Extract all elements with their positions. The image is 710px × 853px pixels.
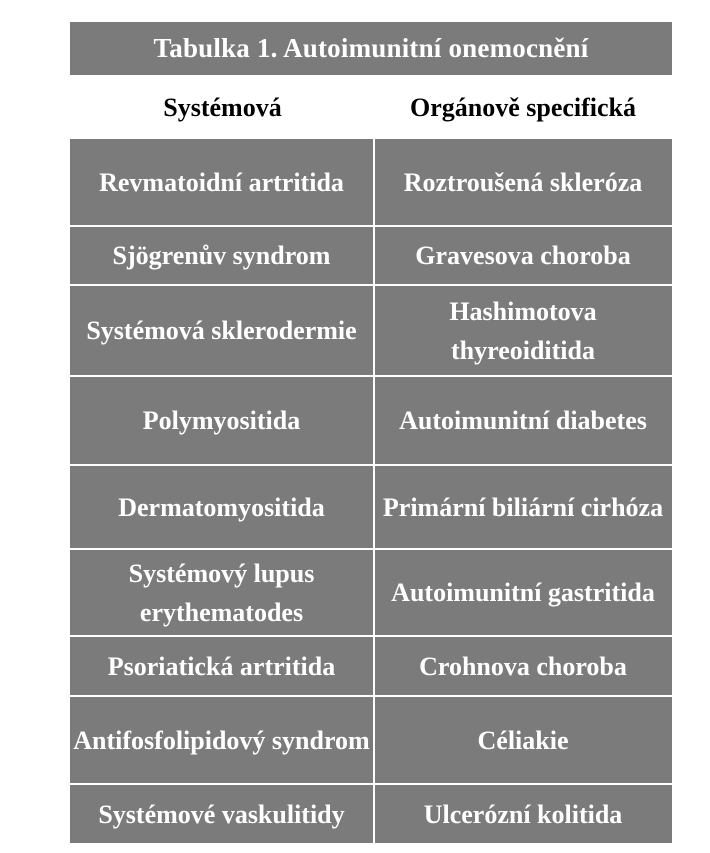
cell-organ-specific: Hashimotova thyreoiditida bbox=[449, 296, 597, 365]
table-row bbox=[70, 550, 672, 637]
cell-systemic: Dermatomyositida bbox=[70, 466, 375, 548]
table-row bbox=[70, 227, 672, 286]
table-row bbox=[70, 139, 672, 227]
table-row bbox=[70, 377, 672, 466]
cell-organ-specific: Autoimunitní gastritida bbox=[391, 578, 655, 607]
table-title: Tabulka 1. Autoimunitní onemocnění bbox=[70, 22, 672, 76]
cell-systemic: Sjögrenův syndrom bbox=[70, 227, 375, 284]
header-organ-specific: Orgánově specifická bbox=[409, 92, 637, 122]
cell-systemic: Systémová sklerodermie bbox=[70, 286, 375, 375]
table-row bbox=[70, 466, 672, 550]
header-systemic: Systémová bbox=[163, 92, 282, 122]
cell-systemic: Polymyositida bbox=[70, 377, 375, 464]
cell-systemic: Revmatoidní artritida bbox=[70, 139, 375, 225]
table-row bbox=[70, 637, 672, 697]
cell-organ-specific: Gravesova choroba bbox=[415, 241, 631, 270]
cell-systemic: Systémové vaskulitidy bbox=[70, 785, 375, 843]
table-row bbox=[70, 286, 672, 377]
table-header-row bbox=[70, 76, 672, 139]
cell-organ-specific: Autoimunitní diabetes bbox=[399, 406, 647, 435]
autoimmune-table bbox=[70, 22, 672, 843]
table-row bbox=[70, 697, 672, 785]
cell-organ-specific: Céliakie bbox=[477, 725, 569, 755]
table-row bbox=[70, 785, 672, 843]
cell-systemic: Antifosfolipidový syndrom bbox=[70, 697, 375, 783]
cell-systemic: Psoriatická artritida bbox=[70, 637, 375, 695]
cell-organ-specific: Ulcerózní kolitida bbox=[423, 799, 623, 829]
cell-systemic: Systémový lupus erythematodes bbox=[70, 550, 375, 635]
cell-organ-specific: Primární biliární cirhóza bbox=[382, 492, 664, 522]
cell-organ-specific: Roztroušená skleróza bbox=[403, 167, 643, 197]
cell-organ-specific: Crohnova choroba bbox=[419, 651, 627, 681]
